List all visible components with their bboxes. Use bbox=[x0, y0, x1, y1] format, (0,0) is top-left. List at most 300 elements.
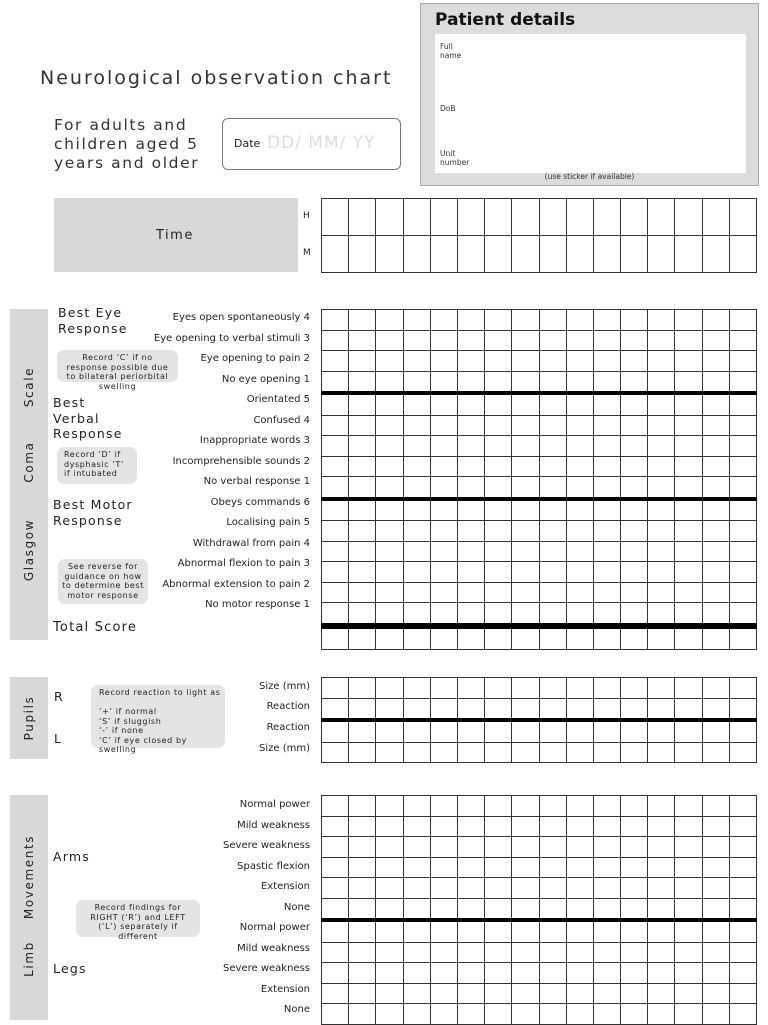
grid-cell[interactable] bbox=[430, 351, 457, 372]
pupils-grid[interactable] bbox=[321, 677, 757, 763]
grid-cell[interactable] bbox=[621, 236, 648, 273]
grid-cell[interactable] bbox=[621, 199, 648, 236]
grid-cell[interactable] bbox=[702, 857, 729, 878]
grid-cell[interactable] bbox=[729, 626, 756, 650]
grid-cell[interactable] bbox=[430, 521, 457, 542]
grid-cell[interactable] bbox=[349, 562, 376, 583]
grid-cell[interactable] bbox=[430, 499, 457, 521]
grid-cell[interactable] bbox=[376, 796, 403, 817]
grid-cell[interactable] bbox=[376, 920, 403, 942]
grid-cell[interactable] bbox=[457, 330, 484, 351]
grid-cell[interactable] bbox=[512, 742, 539, 763]
grid-cell[interactable] bbox=[566, 678, 593, 699]
grid-cell[interactable] bbox=[621, 371, 648, 393]
grid-cell[interactable] bbox=[349, 816, 376, 837]
grid-cell[interactable] bbox=[702, 942, 729, 963]
grid-cell[interactable] bbox=[593, 562, 620, 583]
grid-cell[interactable] bbox=[512, 796, 539, 817]
grid-cell[interactable] bbox=[349, 898, 376, 920]
grid-cell[interactable] bbox=[485, 236, 512, 273]
grid-cell[interactable] bbox=[322, 698, 349, 720]
grid-cell[interactable] bbox=[349, 436, 376, 457]
grid-cell[interactable] bbox=[376, 603, 403, 626]
grid-cell[interactable] bbox=[702, 499, 729, 521]
grid-cell[interactable] bbox=[512, 456, 539, 477]
limb-grid[interactable] bbox=[321, 795, 757, 1025]
grid-cell[interactable] bbox=[566, 456, 593, 477]
grid-cell[interactable] bbox=[539, 393, 566, 415]
grid-cell[interactable] bbox=[322, 857, 349, 878]
grid-cell[interactable] bbox=[403, 541, 430, 562]
grid-cell[interactable] bbox=[648, 698, 675, 720]
grid-cell[interactable] bbox=[702, 393, 729, 415]
date-field[interactable] bbox=[222, 118, 401, 170]
grid-cell[interactable] bbox=[539, 1004, 566, 1025]
grid-cell[interactable] bbox=[376, 393, 403, 415]
grid-cell[interactable] bbox=[512, 371, 539, 393]
grid-cell[interactable] bbox=[539, 720, 566, 742]
grid-cell[interactable] bbox=[566, 351, 593, 372]
grid-cell[interactable] bbox=[485, 878, 512, 899]
grid-cell[interactable] bbox=[376, 698, 403, 720]
grid-cell[interactable] bbox=[593, 330, 620, 351]
grid-cell[interactable] bbox=[566, 983, 593, 1004]
grid-cell[interactable] bbox=[729, 199, 756, 236]
grid-cell[interactable] bbox=[457, 393, 484, 415]
grid-cell[interactable] bbox=[457, 920, 484, 942]
grid-cell[interactable] bbox=[675, 371, 702, 393]
grid-cell[interactable] bbox=[566, 837, 593, 858]
grid-cell[interactable] bbox=[322, 351, 349, 372]
grid-cell[interactable] bbox=[376, 199, 403, 236]
grid-cell[interactable] bbox=[593, 371, 620, 393]
grid-cell[interactable] bbox=[376, 351, 403, 372]
grid-cell[interactable] bbox=[621, 562, 648, 583]
grid-cell[interactable] bbox=[349, 942, 376, 963]
grid-cell[interactable] bbox=[349, 878, 376, 899]
grid-cell[interactable] bbox=[702, 541, 729, 562]
grid-cell[interactable] bbox=[566, 742, 593, 763]
grid-cell[interactable] bbox=[593, 678, 620, 699]
grid-cell[interactable] bbox=[539, 330, 566, 351]
grid-cell[interactable] bbox=[430, 857, 457, 878]
grid-cell[interactable] bbox=[675, 456, 702, 477]
grid-cell[interactable] bbox=[403, 199, 430, 236]
grid-cell[interactable] bbox=[648, 456, 675, 477]
grid-cell[interactable] bbox=[593, 415, 620, 436]
grid-cell[interactable] bbox=[403, 742, 430, 763]
grid-cell[interactable] bbox=[430, 698, 457, 720]
grid-cell[interactable] bbox=[485, 199, 512, 236]
grid-cell[interactable] bbox=[648, 351, 675, 372]
grid-cell[interactable] bbox=[539, 436, 566, 457]
grid-cell[interactable] bbox=[729, 603, 756, 626]
grid-cell[interactable] bbox=[729, 330, 756, 351]
grid-cell[interactable] bbox=[675, 477, 702, 499]
grid-cell[interactable] bbox=[349, 521, 376, 542]
grid-cell[interactable] bbox=[675, 499, 702, 521]
grid-cell[interactable] bbox=[648, 837, 675, 858]
grid-cell[interactable] bbox=[648, 742, 675, 763]
grid-cell[interactable] bbox=[621, 499, 648, 521]
grid-cell[interactable] bbox=[621, 942, 648, 963]
grid-cell[interactable] bbox=[376, 562, 403, 583]
grid-cell[interactable] bbox=[512, 898, 539, 920]
grid-cell[interactable] bbox=[648, 562, 675, 583]
grid-cell[interactable] bbox=[702, 562, 729, 583]
grid-cell[interactable] bbox=[457, 963, 484, 984]
grid-cell[interactable] bbox=[403, 371, 430, 393]
grid-cell[interactable] bbox=[729, 678, 756, 699]
grid-cell[interactable] bbox=[702, 898, 729, 920]
grid-cell[interactable] bbox=[430, 371, 457, 393]
grid-cell[interactable] bbox=[539, 456, 566, 477]
grid-cell[interactable] bbox=[349, 742, 376, 763]
grid-cell[interactable] bbox=[566, 816, 593, 837]
grid-cell[interactable] bbox=[322, 837, 349, 858]
grid-cell[interactable] bbox=[593, 857, 620, 878]
grid-cell[interactable] bbox=[621, 796, 648, 817]
grid-cell[interactable] bbox=[702, 477, 729, 499]
grid-cell[interactable] bbox=[376, 742, 403, 763]
grid-cell[interactable] bbox=[457, 371, 484, 393]
grid-cell[interactable] bbox=[621, 816, 648, 837]
grid-cell[interactable] bbox=[430, 720, 457, 742]
grid-cell[interactable] bbox=[702, 436, 729, 457]
grid-cell[interactable] bbox=[593, 393, 620, 415]
grid-cell[interactable] bbox=[376, 878, 403, 899]
grid-cell[interactable] bbox=[593, 603, 620, 626]
grid-cell[interactable] bbox=[322, 415, 349, 436]
grid-cell[interactable] bbox=[729, 393, 756, 415]
grid-cell[interactable] bbox=[322, 678, 349, 699]
grid-cell[interactable] bbox=[349, 351, 376, 372]
grid-cell[interactable] bbox=[512, 351, 539, 372]
grid-cell[interactable] bbox=[376, 415, 403, 436]
grid-cell[interactable] bbox=[322, 603, 349, 626]
grid-cell[interactable] bbox=[539, 541, 566, 562]
time-grid[interactable] bbox=[321, 198, 757, 273]
grid-cell[interactable] bbox=[485, 477, 512, 499]
grid-cell[interactable] bbox=[485, 371, 512, 393]
grid-cell[interactable] bbox=[349, 236, 376, 273]
grid-cell[interactable] bbox=[675, 920, 702, 942]
grid-cell[interactable] bbox=[539, 477, 566, 499]
grid-cell[interactable] bbox=[702, 582, 729, 603]
grid-cell[interactable] bbox=[539, 837, 566, 858]
grid-cell[interactable] bbox=[322, 436, 349, 457]
grid-cell[interactable] bbox=[648, 310, 675, 331]
grid-cell[interactable] bbox=[729, 351, 756, 372]
grid-cell[interactable] bbox=[376, 582, 403, 603]
grid-cell[interactable] bbox=[539, 878, 566, 899]
grid-cell[interactable] bbox=[376, 541, 403, 562]
grid-cell[interactable] bbox=[675, 415, 702, 436]
grid-cell[interactable] bbox=[457, 603, 484, 626]
grid-cell[interactable] bbox=[349, 393, 376, 415]
grid-cell[interactable] bbox=[539, 857, 566, 878]
grid-cell[interactable] bbox=[430, 942, 457, 963]
grid-cell[interactable] bbox=[539, 199, 566, 236]
grid-cell[interactable] bbox=[702, 199, 729, 236]
grid-cell[interactable] bbox=[457, 796, 484, 817]
grid-cell[interactable] bbox=[322, 983, 349, 1004]
grid-cell[interactable] bbox=[729, 499, 756, 521]
grid-cell[interactable] bbox=[322, 456, 349, 477]
grid-cell[interactable] bbox=[512, 310, 539, 331]
grid-cell[interactable] bbox=[457, 351, 484, 372]
grid-cell[interactable] bbox=[593, 963, 620, 984]
grid-cell[interactable] bbox=[430, 796, 457, 817]
grid-cell[interactable] bbox=[322, 393, 349, 415]
grid-cell[interactable] bbox=[485, 541, 512, 562]
grid-cell[interactable] bbox=[485, 698, 512, 720]
grid-cell[interactable] bbox=[675, 330, 702, 351]
grid-cell[interactable] bbox=[457, 837, 484, 858]
grid-cell[interactable] bbox=[457, 415, 484, 436]
grid-cell[interactable] bbox=[376, 1004, 403, 1025]
grid-cell[interactable] bbox=[403, 816, 430, 837]
grid-cell[interactable] bbox=[539, 898, 566, 920]
grid-cell[interactable] bbox=[376, 310, 403, 331]
grid-cell[interactable] bbox=[512, 942, 539, 963]
grid-cell[interactable] bbox=[430, 236, 457, 273]
grid-cell[interactable] bbox=[430, 742, 457, 763]
grid-cell[interactable] bbox=[322, 521, 349, 542]
grid-cell[interactable] bbox=[457, 562, 484, 583]
grid-cell[interactable] bbox=[430, 436, 457, 457]
grid-cell[interactable] bbox=[675, 963, 702, 984]
grid-cell[interactable] bbox=[349, 857, 376, 878]
grid-cell[interactable] bbox=[457, 816, 484, 837]
grid-cell[interactable] bbox=[430, 837, 457, 858]
grid-cell[interactable] bbox=[566, 582, 593, 603]
grid-cell[interactable] bbox=[376, 330, 403, 351]
grid-cell[interactable] bbox=[621, 541, 648, 562]
grid-cell[interactable] bbox=[648, 678, 675, 699]
patient-details-panel[interactable] bbox=[435, 34, 746, 173]
grid-cell[interactable] bbox=[539, 371, 566, 393]
grid-cell[interactable] bbox=[322, 330, 349, 351]
grid-cell[interactable] bbox=[702, 983, 729, 1004]
grid-cell[interactable] bbox=[539, 603, 566, 626]
grid-cell[interactable] bbox=[648, 983, 675, 1004]
grid-cell[interactable] bbox=[593, 236, 620, 273]
grid-cell[interactable] bbox=[539, 678, 566, 699]
grid-cell[interactable] bbox=[566, 857, 593, 878]
grid-cell[interactable] bbox=[376, 456, 403, 477]
grid-cell[interactable] bbox=[621, 983, 648, 1004]
grid-cell[interactable] bbox=[485, 942, 512, 963]
grid-cell[interactable] bbox=[675, 541, 702, 562]
grid-cell[interactable] bbox=[675, 942, 702, 963]
grid-cell[interactable] bbox=[675, 310, 702, 331]
grid-cell[interactable] bbox=[593, 796, 620, 817]
grid-cell[interactable] bbox=[485, 436, 512, 457]
grid-cell[interactable] bbox=[675, 199, 702, 236]
grid-cell[interactable] bbox=[566, 436, 593, 457]
grid-cell[interactable] bbox=[593, 436, 620, 457]
grid-cell[interactable] bbox=[675, 436, 702, 457]
grid-cell[interactable] bbox=[729, 415, 756, 436]
grid-cell[interactable] bbox=[376, 436, 403, 457]
grid-cell[interactable] bbox=[702, 742, 729, 763]
grid-cell[interactable] bbox=[457, 541, 484, 562]
grid-cell[interactable] bbox=[566, 236, 593, 273]
grid-cell[interactable] bbox=[593, 720, 620, 742]
grid-cell[interactable] bbox=[322, 477, 349, 499]
grid-cell[interactable] bbox=[457, 698, 484, 720]
grid-cell[interactable] bbox=[539, 626, 566, 650]
grid-cell[interactable] bbox=[675, 742, 702, 763]
grid-cell[interactable] bbox=[403, 720, 430, 742]
grid-cell[interactable] bbox=[430, 330, 457, 351]
grid-cell[interactable] bbox=[485, 1004, 512, 1025]
grid-cell[interactable] bbox=[675, 521, 702, 542]
grid-cell[interactable] bbox=[512, 582, 539, 603]
grid-cell[interactable] bbox=[566, 898, 593, 920]
grid-cell[interactable] bbox=[403, 678, 430, 699]
grid-cell[interactable] bbox=[539, 942, 566, 963]
grid-cell[interactable] bbox=[485, 796, 512, 817]
grid-cell[interactable] bbox=[648, 963, 675, 984]
grid-cell[interactable] bbox=[675, 878, 702, 899]
grid-cell[interactable] bbox=[349, 199, 376, 236]
grid-cell[interactable] bbox=[376, 816, 403, 837]
grid-cell[interactable] bbox=[376, 837, 403, 858]
grid-cell[interactable] bbox=[648, 626, 675, 650]
grid-cell[interactable] bbox=[322, 720, 349, 742]
grid-cell[interactable] bbox=[512, 720, 539, 742]
grid-cell[interactable] bbox=[539, 963, 566, 984]
grid-cell[interactable] bbox=[322, 310, 349, 331]
grid-cell[interactable] bbox=[349, 477, 376, 499]
grid-cell[interactable] bbox=[593, 626, 620, 650]
grid-cell[interactable] bbox=[485, 521, 512, 542]
grid-cell[interactable] bbox=[729, 983, 756, 1004]
grid-cell[interactable] bbox=[349, 963, 376, 984]
grid-cell[interactable] bbox=[729, 541, 756, 562]
grid-cell[interactable] bbox=[322, 742, 349, 763]
grid-cell[interactable] bbox=[702, 678, 729, 699]
grid-cell[interactable] bbox=[376, 857, 403, 878]
grid-cell[interactable] bbox=[566, 477, 593, 499]
grid-cell[interactable] bbox=[512, 330, 539, 351]
grid-cell[interactable] bbox=[512, 199, 539, 236]
grid-cell[interactable] bbox=[566, 963, 593, 984]
grid-cell[interactable] bbox=[621, 477, 648, 499]
grid-cell[interactable] bbox=[457, 983, 484, 1004]
grid-cell[interactable] bbox=[675, 351, 702, 372]
grid-cell[interactable] bbox=[621, 963, 648, 984]
grid-cell[interactable] bbox=[430, 983, 457, 1004]
grid-cell[interactable] bbox=[403, 603, 430, 626]
grid-cell[interactable] bbox=[729, 456, 756, 477]
grid-cell[interactable] bbox=[349, 626, 376, 650]
grid-cell[interactable] bbox=[621, 415, 648, 436]
grid-cell[interactable] bbox=[593, 521, 620, 542]
grid-cell[interactable] bbox=[485, 920, 512, 942]
grid-cell[interactable] bbox=[675, 857, 702, 878]
grid-cell[interactable] bbox=[376, 720, 403, 742]
grid-cell[interactable] bbox=[322, 199, 349, 236]
grid-cell[interactable] bbox=[593, 310, 620, 331]
grid-cell[interactable] bbox=[702, 330, 729, 351]
grid-cell[interactable] bbox=[539, 983, 566, 1004]
grid-cell[interactable] bbox=[403, 942, 430, 963]
grid-cell[interactable] bbox=[702, 963, 729, 984]
grid-cell[interactable] bbox=[702, 310, 729, 331]
grid-cell[interactable] bbox=[621, 582, 648, 603]
grid-cell[interactable] bbox=[648, 878, 675, 899]
grid-cell[interactable] bbox=[322, 371, 349, 393]
grid-cell[interactable] bbox=[621, 898, 648, 920]
grid-cell[interactable] bbox=[621, 857, 648, 878]
grid-cell[interactable] bbox=[621, 521, 648, 542]
grid-cell[interactable] bbox=[403, 393, 430, 415]
grid-cell[interactable] bbox=[512, 541, 539, 562]
grid-cell[interactable] bbox=[430, 199, 457, 236]
grid-cell[interactable] bbox=[702, 626, 729, 650]
grid-cell[interactable] bbox=[675, 582, 702, 603]
grid-cell[interactable] bbox=[566, 521, 593, 542]
grid-cell[interactable] bbox=[702, 816, 729, 837]
grid-cell[interactable] bbox=[621, 456, 648, 477]
grid-cell[interactable] bbox=[403, 477, 430, 499]
grid-cell[interactable] bbox=[376, 942, 403, 963]
grid-cell[interactable] bbox=[593, 499, 620, 521]
grid-cell[interactable] bbox=[648, 582, 675, 603]
grid-cell[interactable] bbox=[621, 626, 648, 650]
grid-cell[interactable] bbox=[485, 963, 512, 984]
grid-cell[interactable] bbox=[457, 857, 484, 878]
grid-cell[interactable] bbox=[593, 456, 620, 477]
grid-cell[interactable] bbox=[403, 878, 430, 899]
grid-cell[interactable] bbox=[566, 603, 593, 626]
grid-cell[interactable] bbox=[566, 626, 593, 650]
grid-cell[interactable] bbox=[322, 1004, 349, 1025]
grid-cell[interactable] bbox=[702, 1004, 729, 1025]
grid-cell[interactable] bbox=[593, 582, 620, 603]
grid-cell[interactable] bbox=[322, 816, 349, 837]
grid-cell[interactable] bbox=[648, 415, 675, 436]
grid-cell[interactable] bbox=[512, 983, 539, 1004]
grid-cell[interactable] bbox=[593, 742, 620, 763]
grid-cell[interactable] bbox=[702, 236, 729, 273]
grid-cell[interactable] bbox=[702, 351, 729, 372]
grid-cell[interactable] bbox=[322, 236, 349, 273]
grid-cell[interactable] bbox=[349, 456, 376, 477]
grid-cell[interactable] bbox=[376, 371, 403, 393]
grid-cell[interactable] bbox=[485, 499, 512, 521]
grid-cell[interactable] bbox=[349, 603, 376, 626]
grid-cell[interactable] bbox=[621, 436, 648, 457]
grid-cell[interactable] bbox=[675, 236, 702, 273]
grid-cell[interactable] bbox=[457, 456, 484, 477]
grid-cell[interactable] bbox=[648, 796, 675, 817]
grid-cell[interactable] bbox=[403, 310, 430, 331]
grid-cell[interactable] bbox=[729, 698, 756, 720]
grid-cell[interactable] bbox=[566, 920, 593, 942]
grid-cell[interactable] bbox=[648, 816, 675, 837]
grid-cell[interactable] bbox=[430, 878, 457, 899]
grid-cell[interactable] bbox=[403, 698, 430, 720]
grid-cell[interactable] bbox=[539, 698, 566, 720]
grid-cell[interactable] bbox=[457, 477, 484, 499]
grid-cell[interactable] bbox=[485, 456, 512, 477]
grid-cell[interactable] bbox=[512, 678, 539, 699]
grid-cell[interactable] bbox=[648, 857, 675, 878]
